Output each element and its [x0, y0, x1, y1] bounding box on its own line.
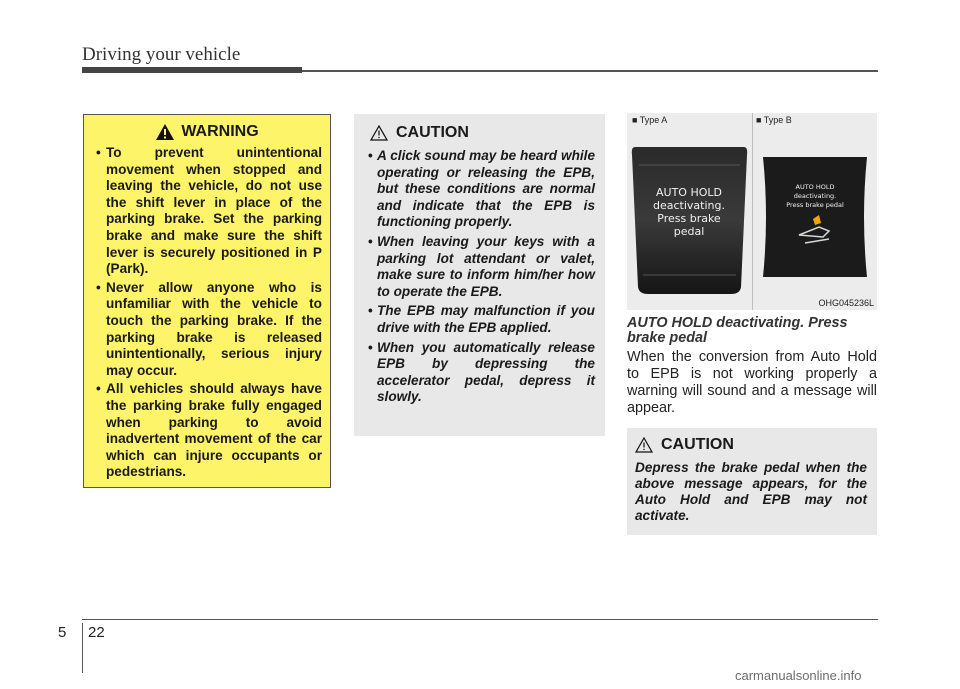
caution-2-text: Depress the brake pedal when the above message appears, for the Auto Hold and EPB may not activate.: [635, 460, 867, 523]
caution-box: [354, 114, 605, 436]
warning-item: • Never allow anyone who is unfamiliar with the vehicle to touch the parking brake. If the parking brake is released unintentionally, serious injury may occur.: [92, 280, 322, 380]
warning-heading-text: WARNING: [181, 123, 259, 140]
header-title: Driving your vehicle: [82, 44, 241, 65]
screen-a-line: pedal: [673, 225, 705, 238]
figure-divider: [752, 113, 753, 310]
caution-box-2: [627, 428, 877, 535]
type-a-cluster-screen: [631, 147, 748, 294]
section-number: 5: [58, 624, 67, 641]
type-b-label: ■ Type B: [756, 115, 792, 125]
caution-item: • When you automatically release EPB by depressing the accelerator pedal, depress it slowly.: [364, 340, 595, 406]
caution-triangle-icon: [370, 125, 388, 141]
caution-list: [364, 148, 595, 406]
section-subheading: AUTO HOLD deactivating. Press brake pedal: [627, 315, 848, 346]
section-body: When the conversion from Auto Hold to EPB is not working properly a warning will sound and a message will appear.: [627, 349, 877, 416]
screen-b-line: Press brake pedal: [786, 201, 844, 209]
figure-code: OHG045236L: [818, 298, 874, 308]
warning-heading: [92, 123, 322, 141]
caution-heading-text: CAUTION: [661, 436, 734, 453]
caution-item: • The EPB may malfunction if you drive with the EPB applied.: [364, 303, 595, 336]
screen-a-line: deactivating.: [653, 199, 725, 212]
type-a-label: ■ Type A: [632, 115, 668, 125]
warning-triangle-icon: [155, 123, 175, 141]
footer-rule: [82, 619, 878, 620]
caution-heading: [370, 124, 595, 142]
footer-divider: [82, 623, 83, 673]
warning-box: [83, 114, 331, 488]
warning-list: [92, 145, 322, 481]
screen-a-line: Press brake: [657, 212, 721, 225]
type-b-cluster-screen: [757, 157, 873, 277]
watermark: carmanualsonline.info: [735, 668, 862, 683]
warning-item: • All vehicles should always have the parking brake fully engaged when parking to avoid inadvertent movement of the car which can injure occupants or pedestrians.: [92, 381, 322, 481]
screen-b-line: AUTO HOLD: [795, 183, 835, 191]
caution-item: • A click sound may be heard while operating or releasing the EPB, but these conditions are normal and indicate that the EPB is functioning properly.: [364, 148, 595, 231]
caution-triangle-icon: [635, 437, 653, 453]
cluster-display-figure: [627, 113, 877, 310]
caution-heading-2: [635, 436, 867, 454]
screen-a-line: AUTO HOLD: [656, 186, 722, 199]
warning-item: • To prevent unintentional movement when stopped and leaving the vehicle, do not use the shift lever in place of the parking brake. Set the parking brake and make sure the shift lever is securely positioned in P (Park).: [92, 145, 322, 278]
page-number: 22: [88, 624, 105, 641]
caution-item: • When leaving your keys with a parking lot attendant or valet, make sure to inform him/her how to operate the EPB.: [364, 234, 595, 300]
screen-b-line: deactivating.: [793, 192, 837, 200]
header-rule-accent: [82, 67, 302, 73]
caution-heading-text: CAUTION: [396, 124, 469, 141]
